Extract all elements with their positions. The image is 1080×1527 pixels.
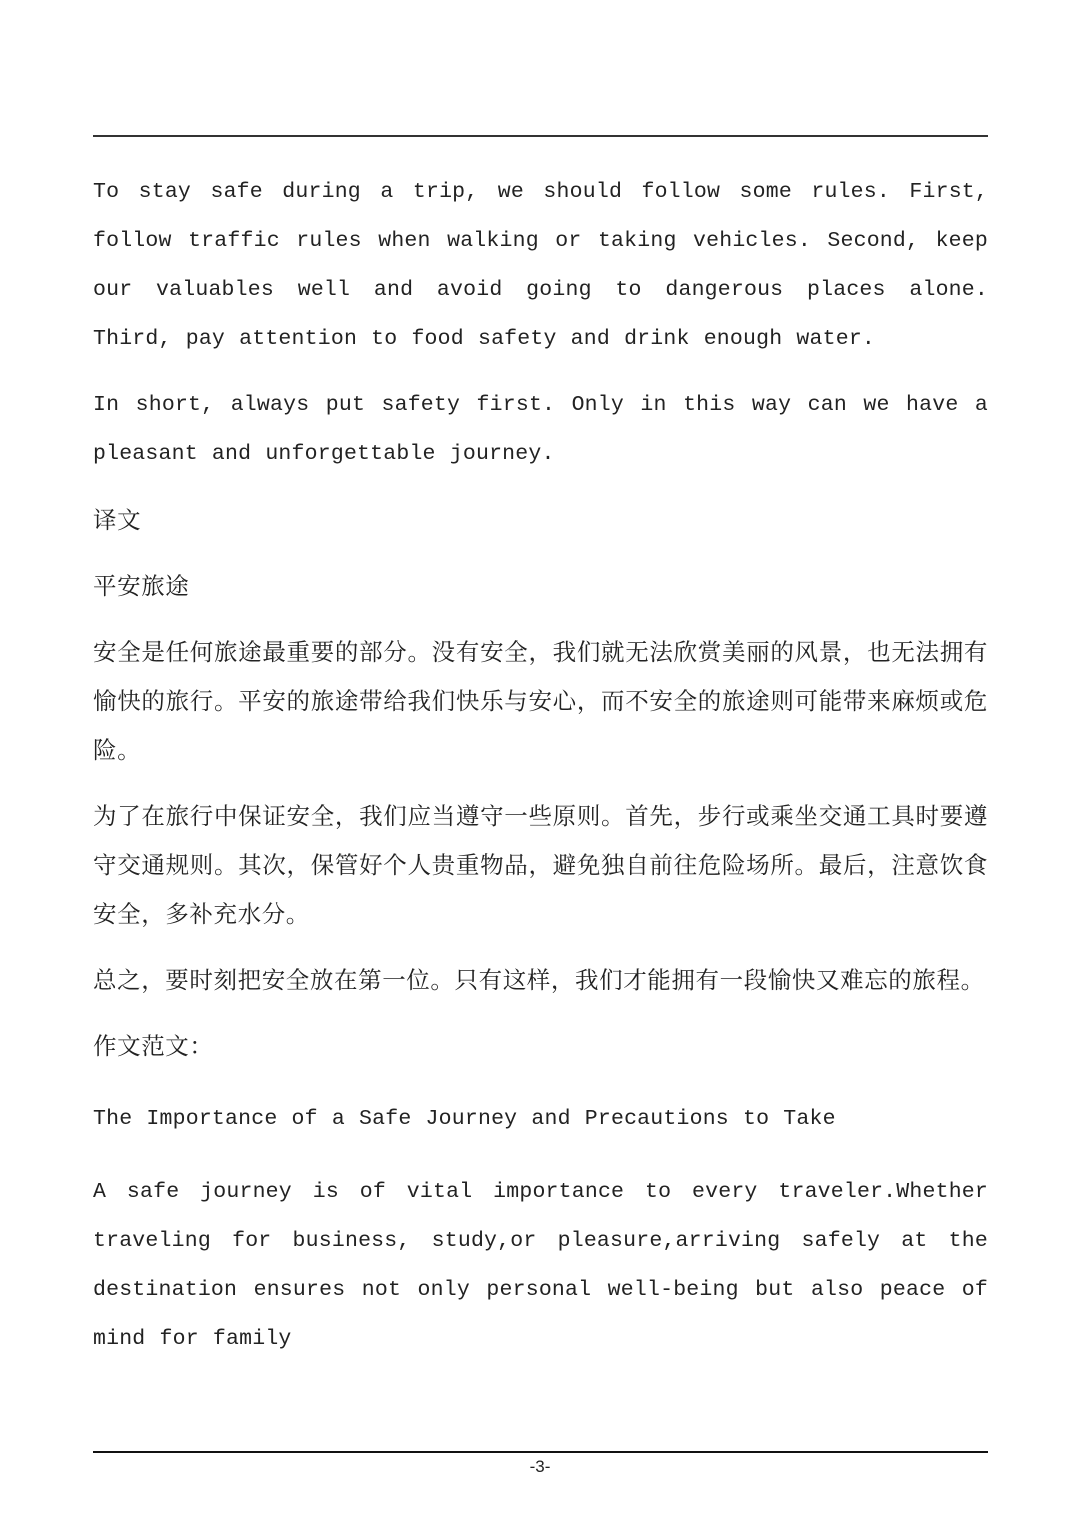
page-number: -3- [529,1457,551,1476]
essay-title: The Importance of a Safe Journey and Precautions to Take [93,1107,836,1131]
translation-heading: 译文 [93,506,142,534]
footer-rule [93,1451,988,1453]
sample-essay-heading: 作文范文： [93,1032,214,1060]
essay-paragraph-1: A safe journey is of vital importance to every traveler.Whether traveling for business, study,or pleasure,arriving safely at the destination ensures not only personal well-being but also peace of mind for family [93,1180,988,1351]
header-rule [93,135,988,137]
translation-paragraph-2: 为了在旅行中保证安全，我们应当遵守一些原则。首先，步行或乘坐交通工具时要遵守交通规则。其次，保管好个人贵重物品，避免独自前往危险场所。最后，注意饮食安全，多补充水分。 [93,802,988,928]
translation-title: 平安旅途 [93,572,190,600]
translation-paragraph-3: 总之，要时刻把安全放在第一位。只有这样，我们才能拥有一段愉快又难忘的旅程。 [93,966,985,994]
paragraph-safety-rules: To stay safe during a trip, we should follow some rules. First, follow traffic rules when walking or taking vehicles. Second, keep our valuables well and avoid going to dangerous places alone. Third, pay attention to food safety and drink enough water. [93,180,988,351]
page-body [93,168,988,1364]
paragraph-conclusion: In short, always put safety first. Only in this way can we have a pleasant and unforgettable journey. [93,393,988,466]
translation-paragraph-1: 安全是任何旅途最重要的部分。没有安全，我们就无法欣赏美丽的风景，也无法拥有愉快的旅行。平安的旅途带给我们快乐与安心，而不安全的旅途则可能带来麻烦或危险。 [93,638,988,764]
